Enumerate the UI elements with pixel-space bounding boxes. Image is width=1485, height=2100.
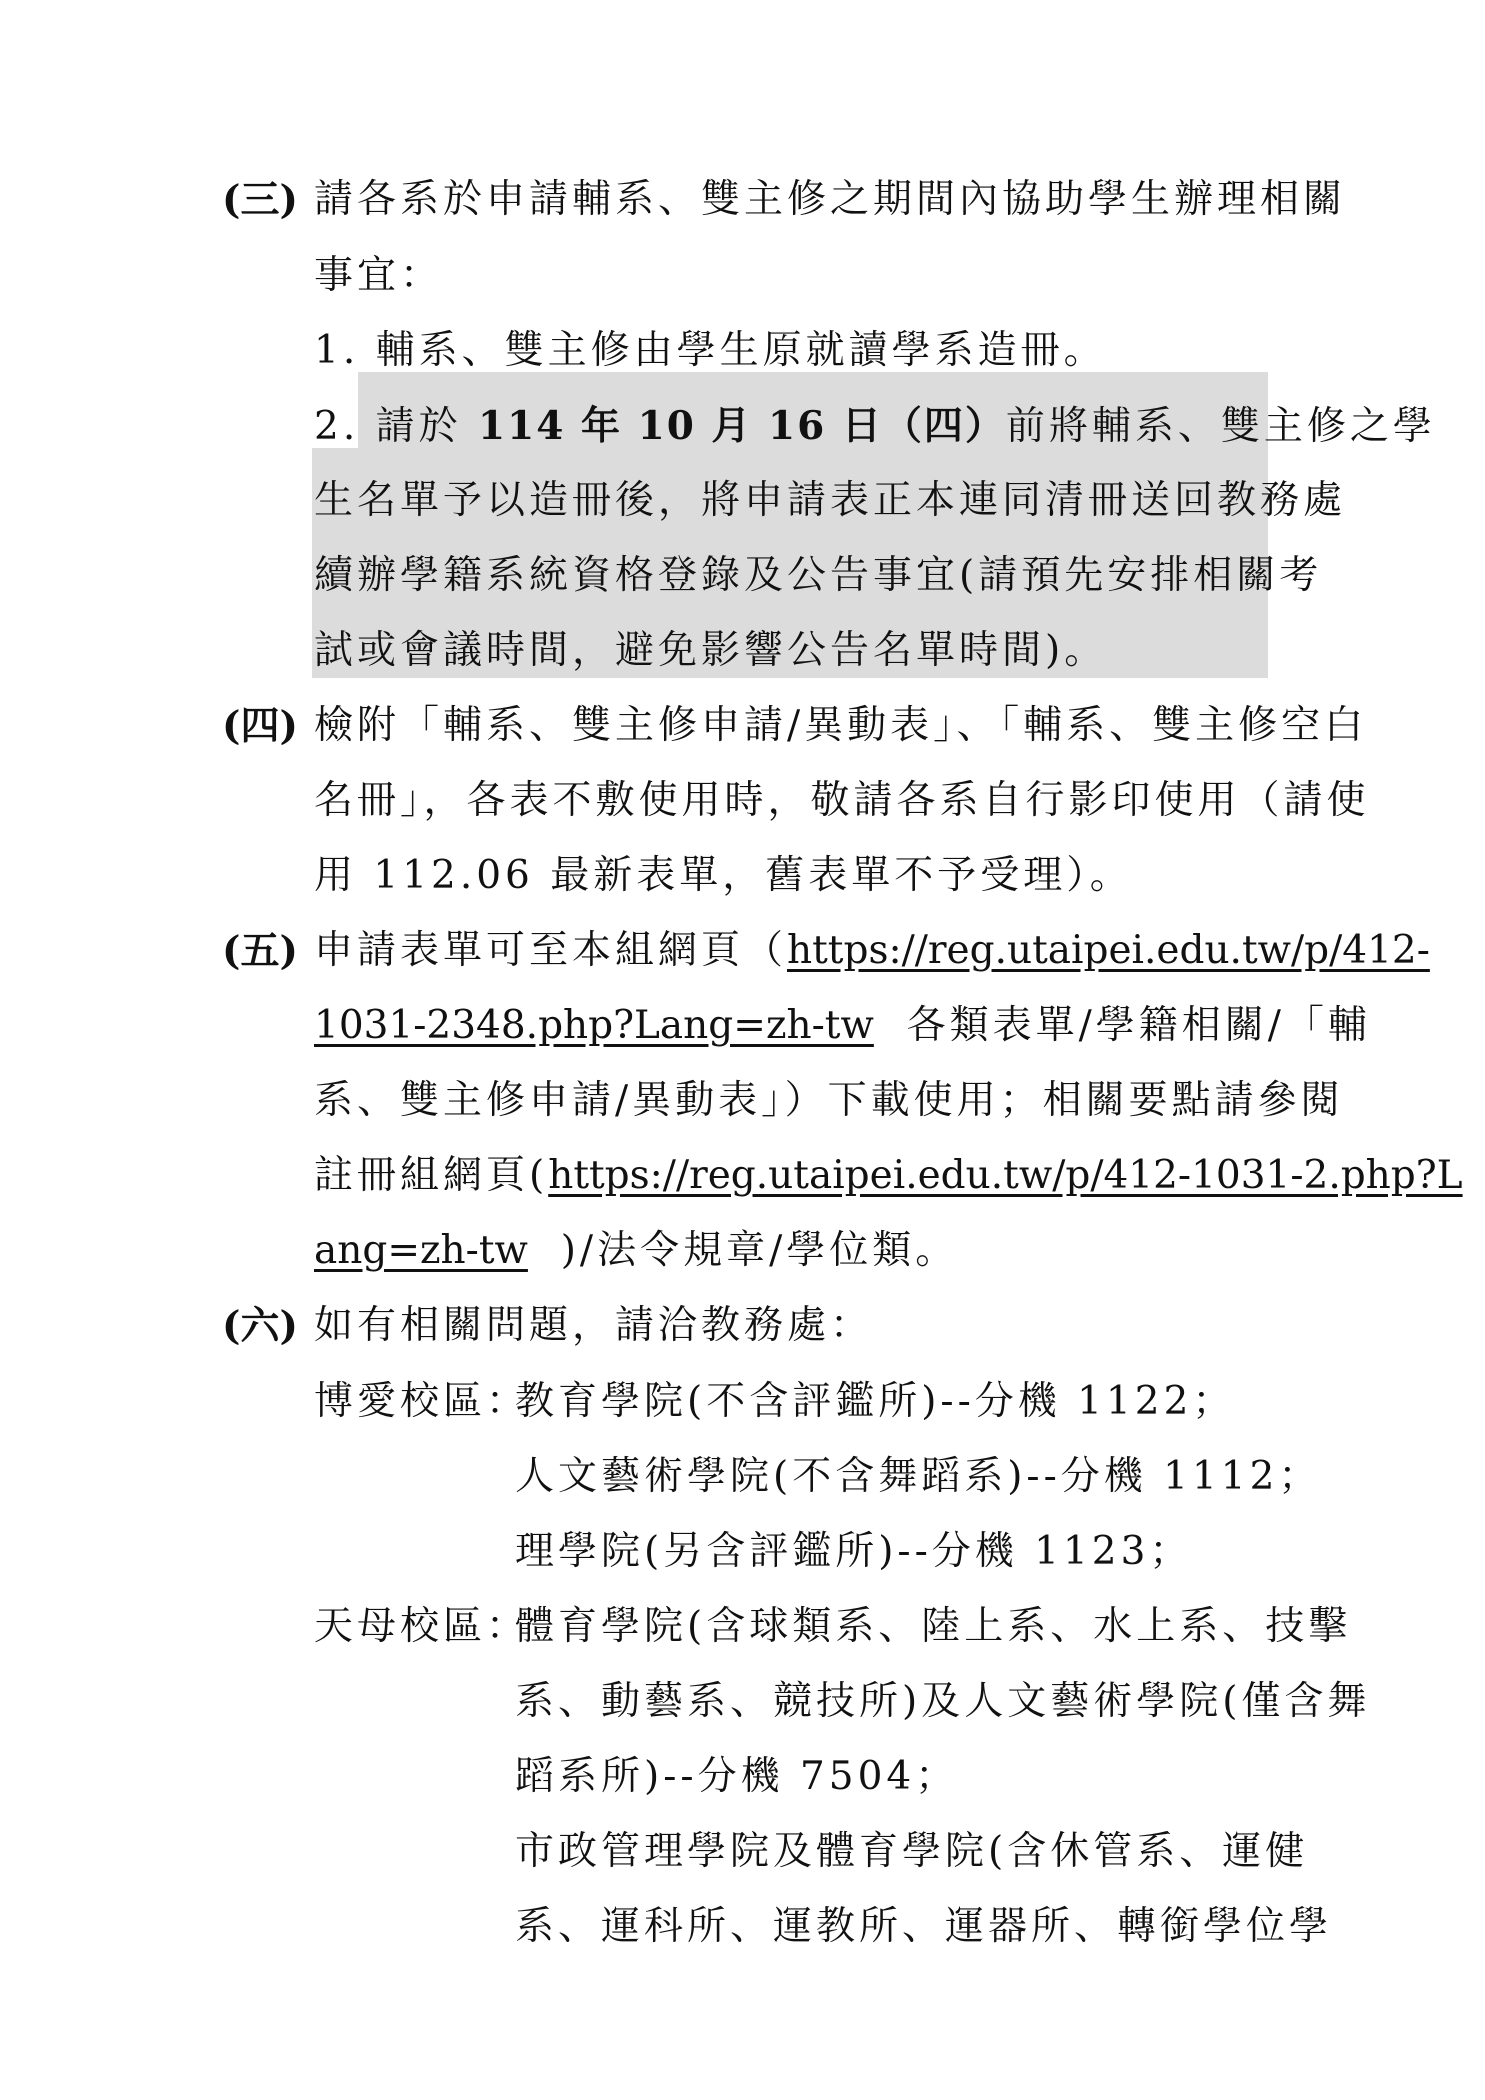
sec5-line-5 — [314, 1225, 958, 1277]
sec6-line-1: 如有相關問題，請洽教務處： — [314, 1303, 874, 1348]
section-number-6: (六) — [222, 1303, 298, 1349]
sec3-item-2-line-2: 生名單予以造冊後，將申請表正本連同清冊送回教務處 — [314, 478, 1347, 523]
sec4-line-1: 檢附「輔系、雙主修申請/異動表」、「輔系、雙主修空白 — [314, 703, 1368, 748]
registration-page-link[interactable]: https://reg.utaipei.edu.tw/p/412-1031-2.php?L — [548, 1153, 1463, 1198]
sec3-item-1: 1. 輔系、雙主修由學生原就讀學系造冊。 — [314, 328, 1107, 373]
sec3-item-2-line-3: 續辦學籍系統資格登錄及公告事宜(請預先安排相關考 — [314, 553, 1323, 598]
sec3-line-2: 事宜： — [314, 253, 444, 298]
tianmu-contact-5: 系、運科所、運教所、運器所、轉銜學位學 — [515, 1904, 1333, 1949]
tianmu-contact-1: 體育學院(含球類系、陸上系、水上系、技擊 — [515, 1604, 1352, 1649]
sec5-line-3: 系、雙主修申請/異動表」）下載使用；相關要點請參閱 — [314, 1078, 1344, 1123]
form-page-link[interactable]: https://reg.utaipei.edu.tw/p/412- — [787, 928, 1430, 973]
section-number-3: (三) — [222, 177, 298, 223]
sec3-line-1: 請各系於申請輔系、雙主修之期間內協助學生辦理相關 — [314, 177, 1347, 222]
sec5-line-2 — [314, 1000, 1371, 1052]
sec4-line-2: 名冊」，各表不敷使用時，敬請各系自行影印使用（請使 — [314, 778, 1370, 823]
section-number-4: (四) — [222, 703, 298, 749]
sec5-line-5-text: )/法令規章/學位類。 — [527, 1228, 959, 1273]
sec3-item-2-text: 前將輔系、雙主修之學 — [1005, 404, 1436, 449]
registration-page-link-cont[interactable]: ang=zh-tw — [314, 1228, 528, 1273]
sec3-item-2-prefix: 2. 請於 — [314, 404, 479, 449]
sec3-item-2-line-4: 試或會議時間，避免影響公告名單時間)。 — [314, 628, 1108, 673]
tianmu-campus-label: 天母校區： — [314, 1604, 530, 1649]
boai-contact-2: 人文藝術學院(不含舞蹈系)--分機 1112； — [515, 1454, 1322, 1499]
tianmu-contact-4: 市政管理學院及體育學院(含休管系、運健 — [515, 1829, 1309, 1874]
boai-contact-3: 理學院(另含評鑑所)--分機 1123； — [515, 1529, 1193, 1574]
sec5-line-4-text: 註冊組網頁( — [314, 1153, 549, 1198]
section-number-5: (五) — [222, 928, 298, 974]
sec3-item-2-line-1 — [314, 400, 1436, 453]
tianmu-contact-2: 系、動藝系、競技所)及人文藝術學院(僅含舞 — [515, 1679, 1371, 1724]
sec5-line-2-text: 各類表單/學籍相關/「輔 — [873, 1003, 1371, 1048]
tianmu-contact-3: 蹈系所)--分機 7504； — [515, 1754, 959, 1799]
boai-contact-1: 教育學院(不含評鑑所)--分機 1122； — [515, 1379, 1236, 1424]
sec4-line-3: 用 112.06 最新表單，舊表單不予受理）。 — [314, 853, 1133, 898]
sec5-line-4 — [314, 1150, 1463, 1202]
sec3-item-2-date: 114 年 10 月 16 日（四） — [478, 403, 1006, 449]
boai-campus-label: 博愛校區： — [314, 1379, 530, 1424]
sec5-line-1 — [314, 925, 1430, 977]
form-page-link-cont[interactable]: 1031-2348.php?Lang=zh-tw — [314, 1003, 874, 1048]
sec5-line-1-text: 申請表單可至本組網頁（ — [314, 928, 788, 973]
